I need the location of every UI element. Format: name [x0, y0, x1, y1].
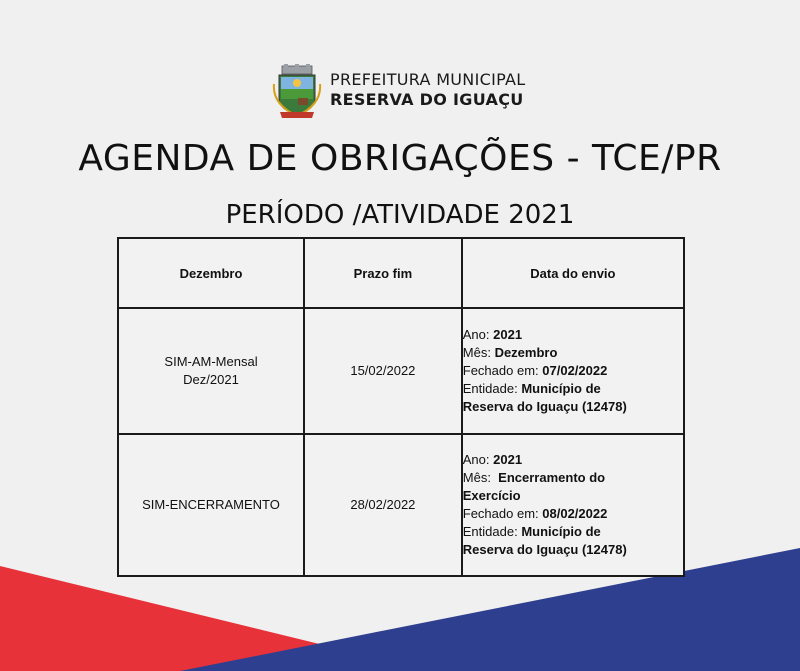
mes-label: Mês: [462, 470, 491, 485]
table-row [118, 434, 684, 576]
header [0, 62, 800, 122]
coat-of-arms-icon [272, 64, 322, 120]
entidade-label: Entidade: [462, 381, 518, 396]
ano-label: Ano: [462, 452, 490, 467]
header-month: Dezembro [118, 238, 304, 308]
header-submission-date: Data do envio [462, 238, 684, 308]
obligation-period: Dez/2021 [183, 372, 239, 387]
ano-value: 2021 [493, 327, 523, 342]
page-subtitle: PERÍODO /ATIVIDADE 2021 [225, 200, 575, 230]
table-row [118, 308, 684, 434]
submission-info-cell [462, 434, 684, 576]
obligation-name: SIM-AM-Mensal [164, 354, 258, 369]
fechado-label: Fechado em: [462, 506, 539, 521]
deadline-cell: 28/02/2022 [304, 434, 462, 576]
fechado-value: 08/02/2022 [542, 506, 608, 521]
entidade-value: Município de [521, 524, 601, 539]
obligation-cell [118, 434, 304, 576]
submission-info-cell [462, 308, 684, 434]
deadline-cell: 15/02/2022 [304, 308, 462, 434]
entidade-label: Entidade: [462, 524, 518, 539]
mes-value-cont: Exercício [462, 488, 521, 503]
fechado-value: 07/02/2022 [542, 363, 608, 378]
mes-label: Mês: [462, 345, 491, 360]
entidade-value: Município de [521, 381, 601, 396]
page-title: AGENDA DE OBRIGAÇÕES - TCE/PR [78, 138, 722, 179]
mes-value: Dezembro [494, 345, 558, 360]
obligation-cell [118, 308, 304, 434]
fechado-label: Fechado em: [462, 363, 539, 378]
mes-value: Encerramento do [498, 470, 606, 485]
obligations-table [117, 237, 685, 577]
org-name-line2: RESERVA DO IGUAÇU [330, 90, 524, 109]
header-deadline: Prazo fim [304, 238, 462, 308]
ano-label: Ano: [462, 327, 490, 342]
table-header-row [118, 238, 684, 308]
obligation-name: SIM-ENCERRAMENTO [142, 497, 280, 512]
ano-value: 2021 [493, 452, 523, 467]
entidade-value-cont: Reserva do Iguaçu (12478) [462, 542, 627, 557]
entidade-value-cont: Reserva do Iguaçu (12478) [462, 399, 627, 414]
org-name-line1: PREFEITURA MUNICIPAL [330, 70, 526, 89]
